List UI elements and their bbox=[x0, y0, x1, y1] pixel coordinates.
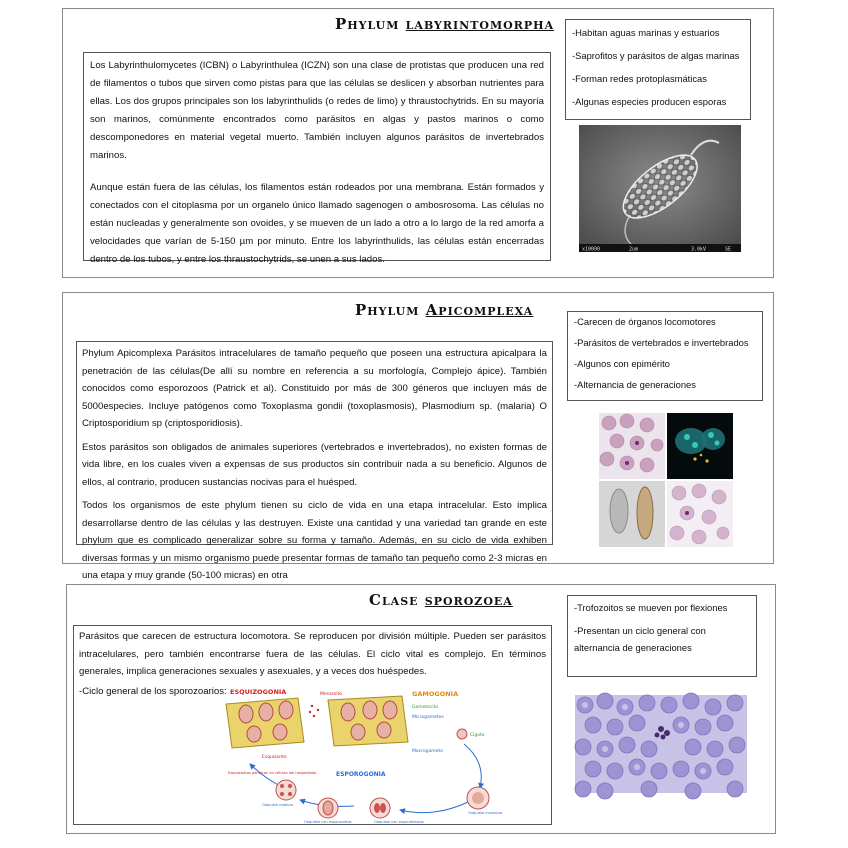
features-box bbox=[567, 595, 757, 677]
section-sporozoea bbox=[66, 584, 776, 834]
title-underlined: Apicomplexa bbox=[425, 301, 534, 319]
features-box bbox=[565, 19, 751, 120]
sporozoa-life-cycle-diagram bbox=[224, 684, 524, 824]
label-cigoto: Cigoto bbox=[470, 733, 485, 738]
label-esquizonte: Esquizonte bbox=[262, 755, 287, 760]
label-ooquiste-esporozoitos: Ooquiste con esporozoitos bbox=[304, 820, 352, 824]
label-esporozoitos: Esporozoitos penetran en células del hospedador bbox=[228, 771, 317, 775]
paragraph: Los Labyrinthulomycetes (ICBN) o Labyrinthulea (ICZN) son una clase de protistas que producen una red de filamentos o tubos que sirven como pistas para que las células se deslicen y absorban nutrientes para ellas. Los dos grupos principales son los labyrinthulids (o redes de limo) y thraustochytrids. En su mayoría son marinos, comúnmente encontrados como parásitos en algas y pastos marinos o como descomponedores en material vegetal muerto. También incluyen algunos parásitos de invertebrados marinos. bbox=[90, 60, 544, 161]
title-prefix: Phylum bbox=[355, 301, 420, 319]
scale-text: SE bbox=[725, 246, 732, 253]
description-box bbox=[76, 341, 553, 581]
scale-text: 2um bbox=[629, 246, 639, 253]
sem-micrograph bbox=[579, 125, 741, 252]
feature-item: -Algunas especies producen esporas bbox=[572, 96, 727, 107]
feature-item: -Habitan aguas marinas y estuarios bbox=[572, 27, 720, 38]
paragraph: Todos los organismos de este phylum tienen su ciclo de vida en una etapa intracelular. Esto implica desarrollarse dentro de las células y las destruyen. Existe una cantidad y una variedad tan grande en este phylum que es complicado generalizar sobre su forma y tamaño. Además, en su ciclo de vida exhiben diversas formas y un mismo organismo puede presentar formas de tamaño tan pequeño como 2-3 micras en una etapa y muy grande (50-100 micras) en otra bbox=[82, 500, 547, 581]
label-gamogonia: GAMOGONIA bbox=[412, 690, 459, 698]
label-microgametos: Microgametos bbox=[412, 715, 444, 720]
label-esporogonia: ESPOROGONIA bbox=[336, 771, 386, 778]
description-box bbox=[73, 625, 552, 825]
label-merozoito: Merozoito bbox=[320, 692, 343, 697]
features-box bbox=[567, 311, 763, 401]
label-ooquiste-maduro: Ooquiste maduro bbox=[262, 803, 294, 807]
paragraph: -Ciclo general de los sporozoarios: bbox=[79, 685, 227, 697]
microscopy-collage bbox=[599, 413, 733, 547]
section-title bbox=[355, 301, 533, 319]
feature-item: -Presentan un ciclo general con alternancia de generaciones bbox=[574, 625, 706, 653]
paragraph: Aunque están fuera de las células, los filamentos están rodeados por una membrana. Están formados y conectados con el citoplasma por un organelo único llamado sagenogen o ambosrosoma. Las células no están nucleadas y generalmente son ovoides, y se mueven de un lado a otro a lo largo de la red amorfa a velocidades que varían de 5-150 µm por minuto. Entre los labyrinthulids, las células están encerradas dentro de los tubos, y entre los thraustochytrids, se unen a sus lados. bbox=[90, 182, 544, 265]
feature-item: -Carecen de órganos locomotores bbox=[574, 316, 716, 327]
title-underlined: sporozoea bbox=[424, 591, 513, 609]
paragraph: Parásitos que carecen de estructura locomotora. Se reproducen por división múltiple. Pueden ser parásitos intracelulares, pero también encontrarse fuera de las células. El ciclo vital es complejo. En términos generales, implica generaciones sexuales y asexuales, y a veces dos huéspedes. bbox=[79, 631, 546, 677]
label-ooquiste-inmaduro: Ooquiste inmaduro bbox=[468, 811, 503, 815]
section-labyrinthomorpha bbox=[62, 8, 774, 278]
paragraph: Phylum Apicomplexa Parásitos intracelulares de tamaño pequeño que poseen una estructura apicalpara la penetración de las células(De allí su nombre en referencia a su morfología, Complejo ápice). También conocidos como esporozoos (Patrick et al). Constituido por más de 300 géneros que incluyen más de 5000especies. Incluye patógenos como Toxoplasma gondii (toxoplasmosis), Plasmodium sp. (malaria) O Criptosporidium sp (criptosporidiosis). bbox=[82, 348, 547, 429]
scale-text: x10000 bbox=[582, 246, 601, 253]
blood-smear-image bbox=[575, 695, 747, 793]
feature-item: -Saprofitos y parásitos de algas marinas bbox=[572, 50, 740, 61]
feature-item: -Parásitos de vertebrados e invertebrados bbox=[574, 337, 749, 348]
title-prefix: Clase bbox=[369, 591, 419, 609]
label-esquizogonia: ESQUIZOGONIA bbox=[230, 688, 287, 696]
feature-item: -Forman redes protoplasmáticas bbox=[572, 73, 707, 84]
label-gametocito: Gametocito bbox=[412, 705, 439, 710]
feature-item: -Trofozoitos se mueven por flexiones bbox=[574, 602, 728, 613]
title-underlined: labyrintomorpha bbox=[405, 15, 555, 33]
section-apicomplexa bbox=[62, 292, 774, 581]
description-text bbox=[82, 345, 547, 585]
label-ooquiste-esporoblastos: Ooquiste con esporoblastos bbox=[374, 820, 424, 824]
feature-item: -Alternancia de generaciones bbox=[574, 379, 696, 390]
section-title bbox=[335, 15, 554, 33]
paragraph: Estos parásitos son obligados de animales superiores (vertebrados e invertebrados), no existen formas de vida libre, en los cuales viven a expensas de sus productos sin contribuir nada a su beneficio. Algunos de ellos, al contrario, producen sustancias nocivas para el huésped. bbox=[82, 441, 547, 488]
description-text bbox=[90, 57, 544, 269]
scale-text: 3.0kV bbox=[691, 246, 707, 253]
feature-item: -Algunos con epimérito bbox=[574, 358, 670, 369]
label-macrogameto: Macrogameto bbox=[412, 749, 443, 754]
section-title bbox=[369, 591, 513, 609]
description-box bbox=[83, 52, 551, 265]
title-prefix: Phylum bbox=[335, 15, 400, 33]
